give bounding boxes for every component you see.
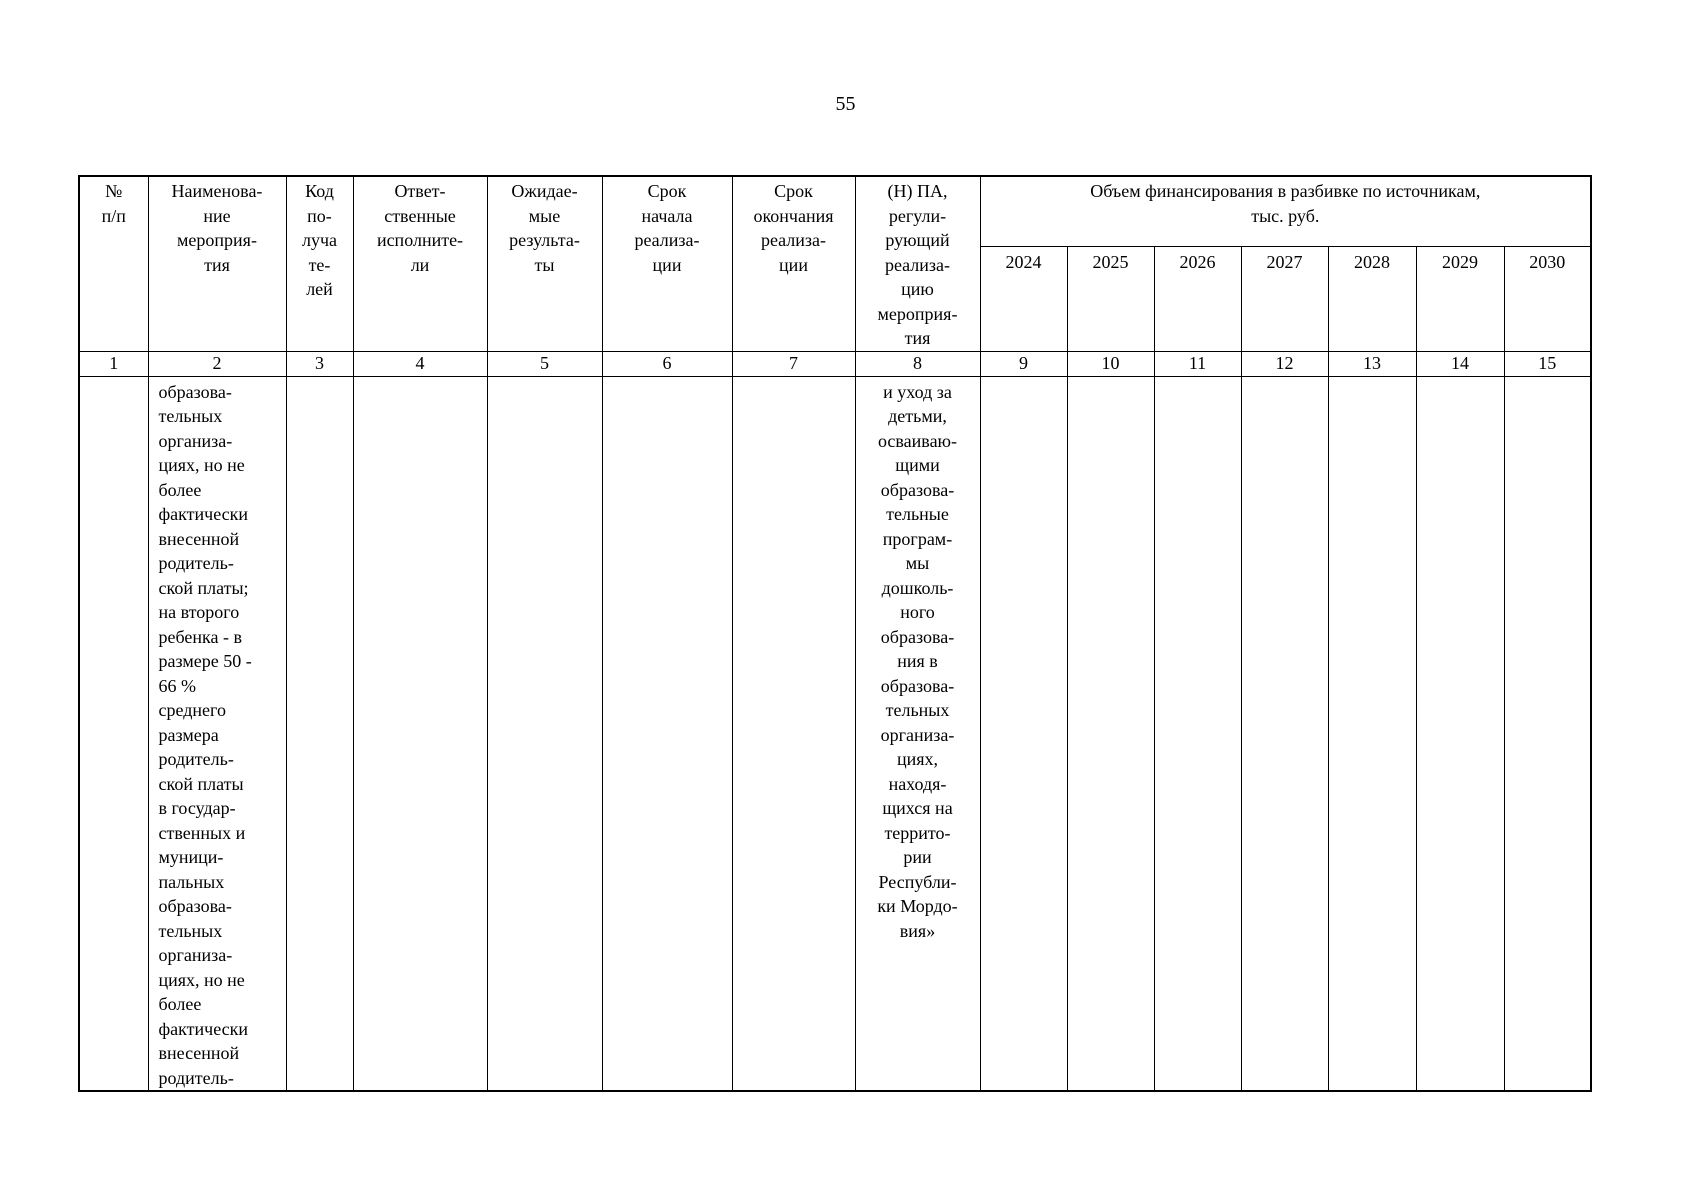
text-line: родитель- xyxy=(158,1067,234,1088)
header-row-top xyxy=(79,176,1591,247)
text-line: дошколь- xyxy=(881,577,954,598)
text-line: ного xyxy=(900,602,935,622)
column-number: 14 xyxy=(1416,351,1504,376)
column-number: 5 xyxy=(487,351,602,376)
cell-funding-2026 xyxy=(1154,376,1241,1091)
column-number-row xyxy=(79,351,1591,376)
text-line: среднего xyxy=(158,700,226,720)
cell-responsible xyxy=(353,376,487,1091)
text-line: образова- xyxy=(880,675,955,696)
text-line: образова- xyxy=(880,626,955,647)
text-line: организа- xyxy=(880,724,955,745)
text-line: фактически xyxy=(158,504,249,524)
header-legal-act: (Н) ПА, регули- рующий реализа- цию мероприя- тия xyxy=(855,176,980,351)
text-line: циях, xyxy=(896,749,939,769)
column-number: 3 xyxy=(286,351,353,376)
cell-funding-2025 xyxy=(1067,376,1154,1091)
cell-funding-2030 xyxy=(1504,376,1591,1091)
text-line: щихся на xyxy=(882,798,953,818)
header-year-2029: 2029 xyxy=(1416,247,1504,351)
table-row xyxy=(79,376,1591,1091)
text-line: и уход за xyxy=(883,381,952,402)
column-number: 7 xyxy=(732,351,855,376)
cell-funding-2028 xyxy=(1328,376,1416,1091)
header-year-2030: 2030 xyxy=(1504,247,1591,351)
cell-start-date xyxy=(602,376,732,1091)
cell-end-date xyxy=(732,376,855,1091)
text-line: Республи- xyxy=(878,871,957,892)
text-line: фактически xyxy=(158,1018,249,1039)
text-line: образова- xyxy=(158,381,232,402)
column-number: 8 xyxy=(855,351,980,376)
text-line: 66 % xyxy=(158,675,196,696)
header-year-2026: 2026 xyxy=(1154,247,1241,351)
column-number: 1 xyxy=(79,351,148,376)
cell-activity-name xyxy=(148,376,286,1091)
header-year-2028: 2028 xyxy=(1328,247,1416,351)
header-year-2025: 2025 xyxy=(1067,247,1154,351)
text-line: тельные xyxy=(886,504,949,524)
text-line: рии xyxy=(903,847,932,867)
cell-recipient-code xyxy=(286,376,353,1091)
text-line: ственных и xyxy=(158,822,246,843)
text-line: циях, но не xyxy=(158,455,245,475)
text-line: размера xyxy=(158,724,219,745)
text-line: тельных xyxy=(158,406,223,426)
column-number: 11 xyxy=(1154,351,1241,376)
activities-table xyxy=(78,175,1592,1092)
text-line: тельных xyxy=(885,700,950,720)
text-line: внесенной xyxy=(158,528,240,549)
header-recipient-code: Код по- луча те- лей xyxy=(286,176,353,351)
text-line: организа- xyxy=(158,945,233,965)
text-line: родитель- xyxy=(158,553,234,573)
text-line: мы xyxy=(905,553,930,573)
text-line: ской платы xyxy=(158,773,244,794)
text-line: тельных xyxy=(158,920,223,941)
header-year-2027: 2027 xyxy=(1241,247,1328,351)
column-number: 9 xyxy=(980,351,1067,376)
column-number: 2 xyxy=(148,351,286,376)
header-funding-volume: Объем финансирования в разбивке по источникам, тыс. руб. xyxy=(980,176,1591,247)
text-line: террито- xyxy=(884,822,951,843)
text-line: ния в xyxy=(897,651,938,671)
header-end-date: Срок окончания реализа- ции xyxy=(732,176,855,351)
text-line: ребенка - в xyxy=(158,626,242,647)
text-line: образова- xyxy=(158,896,232,916)
text-line: щими xyxy=(895,455,940,475)
cell-expected-results xyxy=(487,376,602,1091)
text-line: циях, но не xyxy=(158,969,245,990)
text-line: детьми, xyxy=(888,406,947,426)
header-responsible: Ответ- ственные исполните- ли xyxy=(353,176,487,351)
text-line: осваиваю- xyxy=(877,430,957,451)
text-line: в государ- xyxy=(158,798,236,818)
text-line: более xyxy=(158,479,202,500)
cell-funding-2024 xyxy=(980,376,1067,1091)
text-line: вия» xyxy=(899,920,936,941)
header-activity-name: Наименова- ние мероприя- тия xyxy=(148,176,286,351)
text-line: ки Мордо- xyxy=(877,896,958,916)
header-number: № п/п xyxy=(79,176,148,351)
header-expected-results: Ожидае- мые результа- ты xyxy=(487,176,602,351)
text-line: пальных xyxy=(158,871,225,892)
column-number: 15 xyxy=(1504,351,1591,376)
text-line: родитель- xyxy=(158,749,234,769)
text-line: муници- xyxy=(158,847,224,867)
cell-funding-2029 xyxy=(1416,376,1504,1091)
column-number: 10 xyxy=(1067,351,1154,376)
column-number: 4 xyxy=(353,351,487,376)
text-line: на второго xyxy=(158,602,240,622)
cell-legal-act xyxy=(855,376,980,1091)
text-line: внесенной xyxy=(158,1043,240,1063)
text-line: организа- xyxy=(158,430,233,451)
text-line: ской платы; xyxy=(158,577,249,598)
cell-funding-2027 xyxy=(1241,376,1328,1091)
column-number: 6 xyxy=(602,351,732,376)
page-number: 55 xyxy=(835,93,856,115)
column-number: 12 xyxy=(1241,351,1328,376)
header-start-date: Срок начала реализа- ции xyxy=(602,176,732,351)
text-line: находя- xyxy=(888,773,947,794)
cell-number xyxy=(79,376,148,1091)
text-line: более xyxy=(158,994,202,1014)
text-line: размере 50 - xyxy=(158,651,252,671)
text-line: програм- xyxy=(882,528,953,549)
column-number: 13 xyxy=(1328,351,1416,376)
header-year-2024: 2024 xyxy=(980,247,1067,351)
text-line: образова- xyxy=(880,479,955,500)
